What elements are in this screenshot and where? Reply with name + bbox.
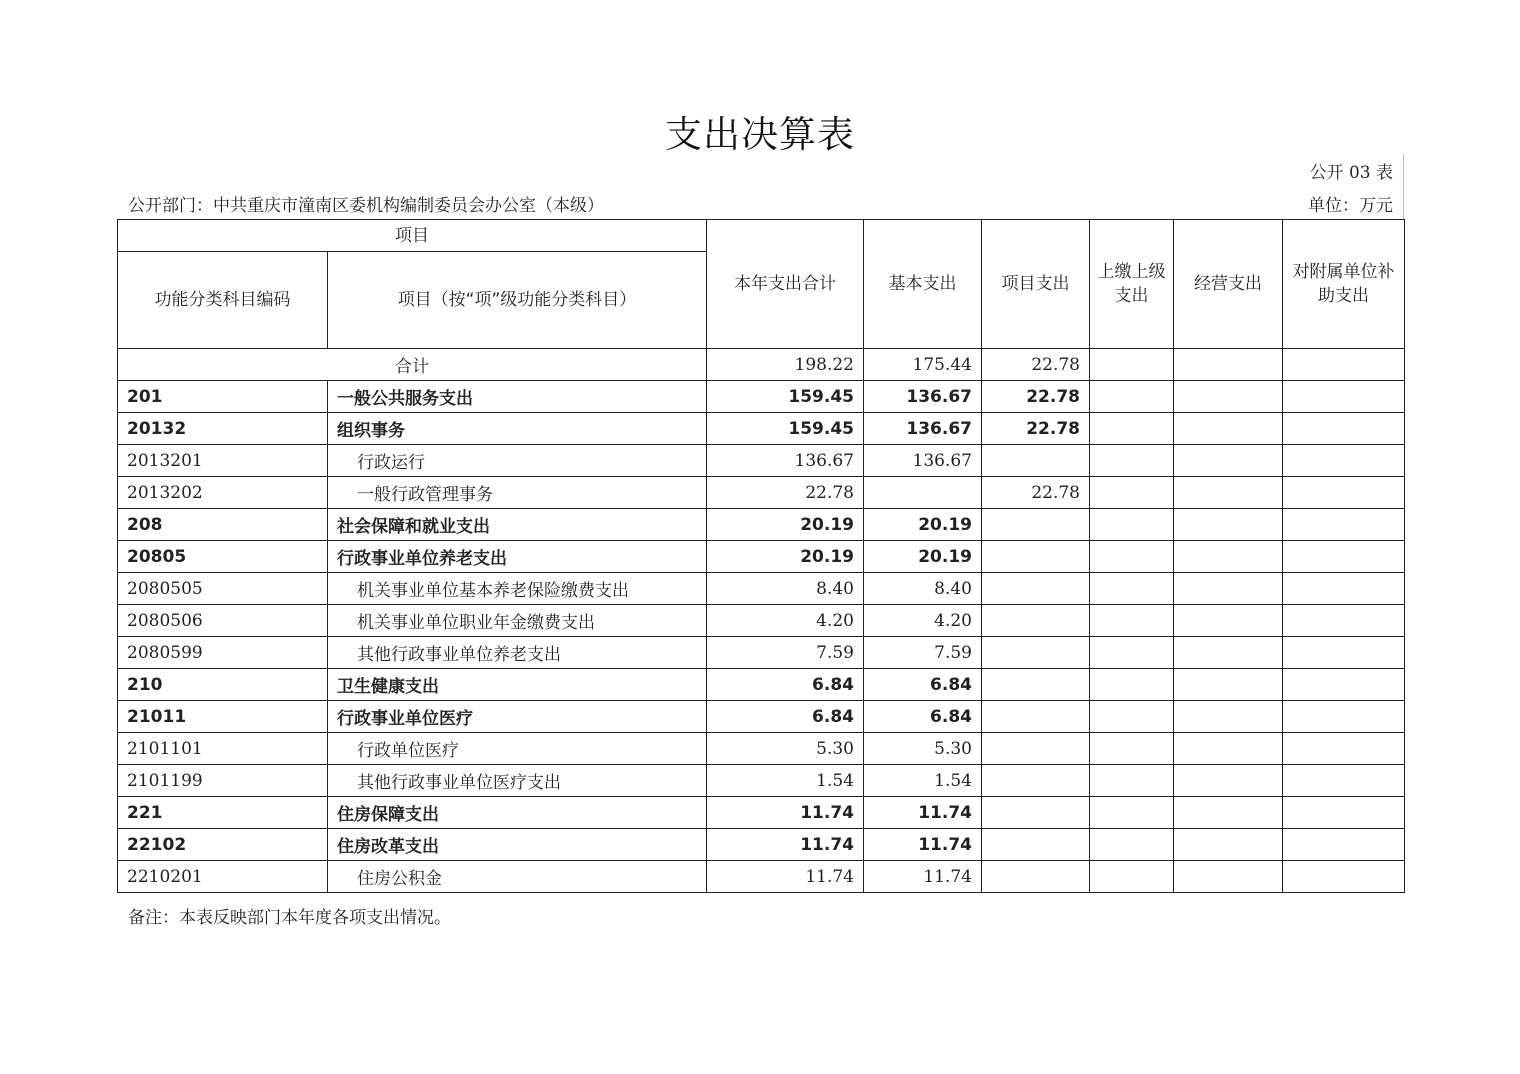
header-subsidy: 对附属单位补助支出 <box>1283 220 1405 349</box>
cell-subsidy <box>1283 733 1405 765</box>
cell-total: 11.74 <box>707 829 864 861</box>
cell-name: 一般行政管理事务 <box>328 477 707 509</box>
cell-name: 一般公共服务支出 <box>328 381 707 413</box>
cell-total: 11.74 <box>707 797 864 829</box>
table-row <box>118 701 1405 733</box>
cell-business <box>1174 765 1283 797</box>
table-row <box>118 797 1405 829</box>
cell-basic: 6.84 <box>864 701 982 733</box>
cell-business <box>1174 381 1283 413</box>
cell-project: 22.78 <box>982 413 1090 445</box>
cell-subsidy <box>1283 861 1405 893</box>
header-project: 项目支出 <box>982 220 1090 349</box>
cell-upper <box>1090 701 1174 733</box>
cell-upper <box>1090 861 1174 893</box>
table-row <box>118 605 1405 637</box>
total-cell-upper <box>1090 349 1174 381</box>
cell-project <box>982 573 1090 605</box>
cell-code: 221 <box>118 797 328 829</box>
cell-project <box>982 637 1090 669</box>
cell-total: 6.84 <box>707 701 864 733</box>
cell-basic: 136.67 <box>864 413 982 445</box>
cell-code: 2101101 <box>118 733 328 765</box>
cell-upper <box>1090 605 1174 637</box>
cell-code: 21011 <box>118 701 328 733</box>
cell-project <box>982 669 1090 701</box>
table-row <box>118 765 1405 797</box>
cell-upper <box>1090 477 1174 509</box>
cell-basic: 20.19 <box>864 541 982 573</box>
cell-business <box>1174 669 1283 701</box>
cell-total: 136.67 <box>707 445 864 477</box>
cell-basic: 136.67 <box>864 445 982 477</box>
cell-subsidy <box>1283 637 1405 669</box>
cell-upper <box>1090 541 1174 573</box>
cell-project: 22.78 <box>982 381 1090 413</box>
cell-business <box>1174 445 1283 477</box>
cell-total: 7.59 <box>707 637 864 669</box>
expenditure-table <box>117 219 1405 893</box>
table-row <box>118 413 1405 445</box>
cell-subsidy <box>1283 381 1405 413</box>
cell-basic: 1.54 <box>864 765 982 797</box>
cell-name: 行政运行 <box>328 445 707 477</box>
cell-total: 4.20 <box>707 605 864 637</box>
total-cell-business <box>1174 349 1283 381</box>
cell-code: 20132 <box>118 413 328 445</box>
total-cell-project: 22.78 <box>982 349 1090 381</box>
cell-code: 2210201 <box>118 861 328 893</box>
total-row <box>118 349 1405 381</box>
cell-name: 社会保障和就业支出 <box>328 509 707 541</box>
cell-name: 卫生健康支出 <box>328 669 707 701</box>
cell-upper <box>1090 797 1174 829</box>
cell-name: 组织事务 <box>328 413 707 445</box>
cell-upper <box>1090 637 1174 669</box>
cell-name: 机关事业单位基本养老保险缴费支出 <box>328 573 707 605</box>
cell-code: 2080599 <box>118 637 328 669</box>
cell-business <box>1174 477 1283 509</box>
cell-project <box>982 797 1090 829</box>
cell-subsidy <box>1283 605 1405 637</box>
cell-subsidy <box>1283 669 1405 701</box>
cell-total: 1.54 <box>707 765 864 797</box>
cell-project <box>982 733 1090 765</box>
header-code: 功能分类科目编码 <box>118 252 328 349</box>
cell-project <box>982 605 1090 637</box>
total-label: 合计 <box>118 349 707 381</box>
cell-upper <box>1090 573 1174 605</box>
cell-basic: 136.67 <box>864 381 982 413</box>
cell-total: 159.45 <box>707 381 864 413</box>
cell-total: 8.40 <box>707 573 864 605</box>
cell-business <box>1174 541 1283 573</box>
cell-project <box>982 765 1090 797</box>
cell-name: 住房保障支出 <box>328 797 707 829</box>
cell-name: 住房公积金 <box>328 861 707 893</box>
table-row <box>118 381 1405 413</box>
cell-project <box>982 541 1090 573</box>
cell-total: 5.30 <box>707 733 864 765</box>
cell-subsidy <box>1283 765 1405 797</box>
cell-code: 2080505 <box>118 573 328 605</box>
cell-code: 210 <box>118 669 328 701</box>
margin-line <box>1403 154 1404 220</box>
cell-project <box>982 829 1090 861</box>
cell-subsidy <box>1283 797 1405 829</box>
cell-subsidy <box>1283 541 1405 573</box>
cell-total: 11.74 <box>707 861 864 893</box>
header-total: 本年支出合计 <box>707 220 864 349</box>
table-row <box>118 829 1405 861</box>
cell-business <box>1174 829 1283 861</box>
header-basic: 基本支出 <box>864 220 982 349</box>
table-row <box>118 477 1405 509</box>
cell-business <box>1174 573 1283 605</box>
cell-code: 2013201 <box>118 445 328 477</box>
cell-total: 20.19 <box>707 509 864 541</box>
cell-business <box>1174 413 1283 445</box>
table-number: 公开 03 表 <box>1309 163 1393 183</box>
cell-business <box>1174 733 1283 765</box>
cell-subsidy <box>1283 413 1405 445</box>
cell-basic: 11.74 <box>864 861 982 893</box>
cell-business <box>1174 861 1283 893</box>
cell-upper <box>1090 509 1174 541</box>
header-upper: 上缴上级支出 <box>1090 220 1174 349</box>
cell-code: 2013202 <box>118 477 328 509</box>
table-row <box>118 733 1405 765</box>
cell-name: 其他行政事业单位医疗支出 <box>328 765 707 797</box>
cell-total: 20.19 <box>707 541 864 573</box>
total-cell-total: 198.22 <box>707 349 864 381</box>
cell-subsidy <box>1283 573 1405 605</box>
cell-code: 22102 <box>118 829 328 861</box>
cell-upper <box>1090 381 1174 413</box>
table-row <box>118 637 1405 669</box>
cell-total: 159.45 <box>707 413 864 445</box>
cell-upper <box>1090 413 1174 445</box>
total-cell-subsidy <box>1283 349 1405 381</box>
unit-label: 单位：万元 <box>1308 196 1393 216</box>
cell-upper <box>1090 669 1174 701</box>
cell-basic: 11.74 <box>864 797 982 829</box>
cell-upper <box>1090 829 1174 861</box>
table-row <box>118 541 1405 573</box>
cell-name: 行政单位医疗 <box>328 733 707 765</box>
page-title: 支出决算表 <box>665 113 855 156</box>
header-name: 项目（按“项”级功能分类科目） <box>328 252 707 349</box>
cell-name: 其他行政事业单位养老支出 <box>328 637 707 669</box>
cell-subsidy <box>1283 509 1405 541</box>
cell-name: 行政事业单位养老支出 <box>328 541 707 573</box>
cell-basic: 5.30 <box>864 733 982 765</box>
total-cell-basic: 175.44 <box>864 349 982 381</box>
cell-code: 208 <box>118 509 328 541</box>
department-label: 公开部门：中共重庆市潼南区委机构编制委员会办公室（本级） <box>128 196 604 216</box>
cell-basic: 8.40 <box>864 573 982 605</box>
cell-basic: 6.84 <box>864 669 982 701</box>
cell-project: 22.78 <box>982 477 1090 509</box>
cell-subsidy <box>1283 477 1405 509</box>
cell-project <box>982 701 1090 733</box>
cell-subsidy <box>1283 445 1405 477</box>
cell-name: 行政事业单位医疗 <box>328 701 707 733</box>
cell-project <box>982 445 1090 477</box>
cell-basic: 11.74 <box>864 829 982 861</box>
cell-name: 机关事业单位职业年金缴费支出 <box>328 605 707 637</box>
table-row <box>118 669 1405 701</box>
table-row <box>118 445 1405 477</box>
cell-business <box>1174 797 1283 829</box>
cell-basic <box>864 477 982 509</box>
cell-project <box>982 861 1090 893</box>
cell-upper <box>1090 445 1174 477</box>
footnote: 备注：本表反映部门本年度各项支出情况。 <box>128 908 451 928</box>
header-item: 项目 <box>118 220 707 252</box>
table-row <box>118 509 1405 541</box>
header-business: 经营支出 <box>1174 220 1283 349</box>
cell-code: 20805 <box>118 541 328 573</box>
cell-business <box>1174 701 1283 733</box>
cell-upper <box>1090 765 1174 797</box>
table-row <box>118 861 1405 893</box>
cell-total: 22.78 <box>707 477 864 509</box>
cell-name: 住房改革支出 <box>328 829 707 861</box>
cell-business <box>1174 637 1283 669</box>
cell-code: 2101199 <box>118 765 328 797</box>
cell-business <box>1174 509 1283 541</box>
cell-subsidy <box>1283 701 1405 733</box>
cell-basic: 20.19 <box>864 509 982 541</box>
cell-project <box>982 509 1090 541</box>
cell-basic: 4.20 <box>864 605 982 637</box>
cell-business <box>1174 605 1283 637</box>
table-row <box>118 573 1405 605</box>
cell-code: 201 <box>118 381 328 413</box>
cell-upper <box>1090 733 1174 765</box>
cell-code: 2080506 <box>118 605 328 637</box>
cell-total: 6.84 <box>707 669 864 701</box>
cell-subsidy <box>1283 829 1405 861</box>
cell-basic: 7.59 <box>864 637 982 669</box>
